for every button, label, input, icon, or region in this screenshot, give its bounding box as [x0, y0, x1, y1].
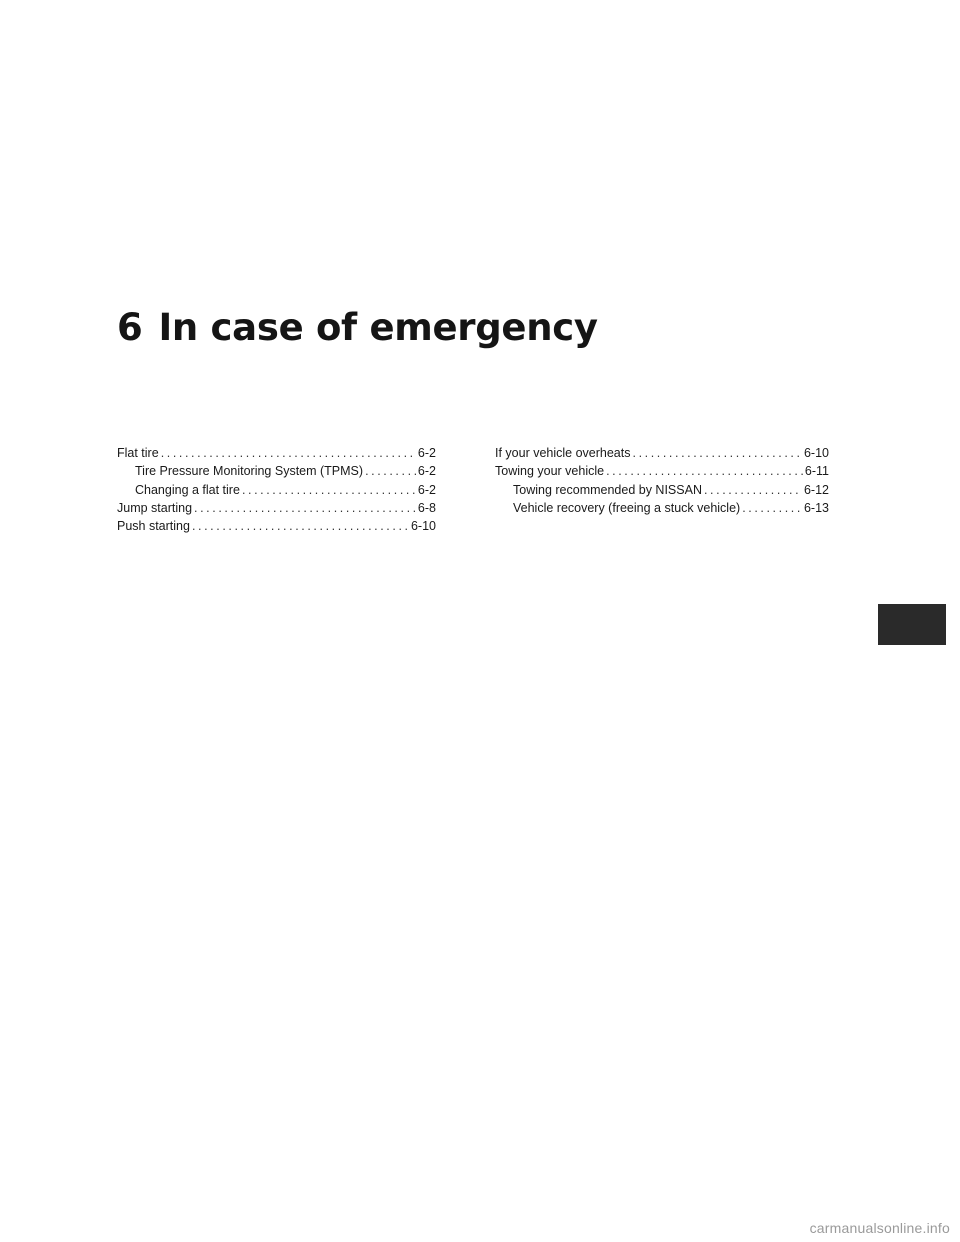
toc-leader-dots — [242, 481, 416, 499]
toc-entry-page: 6-12 — [803, 482, 829, 497]
toc-entry-jump-starting[interactable] — [117, 499, 436, 517]
toc-entry-tpms[interactable] — [117, 462, 436, 480]
toc-entry-label: Flat tire — [117, 446, 159, 460]
toc-entry-label: Vehicle recovery (freeing a stuck vehicle) — [513, 500, 741, 515]
toc-entry-page: 6-10 — [410, 519, 436, 534]
toc-entry-vehicle-overheats[interactable] — [495, 444, 829, 462]
toc-entry-towing-recommended[interactable] — [495, 481, 829, 499]
toc-entry-label: Jump starting — [117, 500, 193, 515]
toc-left-column — [117, 444, 436, 535]
toc-right-column — [495, 444, 829, 517]
toc-leader-dots — [194, 499, 416, 517]
toc-entry-label: Towing recommended by NISSAN — [513, 482, 702, 497]
toc-leader-dots — [161, 444, 416, 462]
toc-entry-label: Tire Pressure Monitoring System (TPMS) — [135, 464, 364, 479]
toc-entry-label: Push starting — [117, 519, 190, 534]
toc-entry-page: 6-13 — [803, 500, 829, 515]
toc-leader-dots — [192, 517, 409, 535]
toc-entry-page: 6-2 — [417, 482, 436, 497]
chapter-tab-marker — [878, 604, 946, 645]
toc-entry-page: 6-8 — [417, 500, 436, 515]
toc-entry-page: 6-2 — [417, 464, 436, 479]
chapter-title — [117, 306, 598, 349]
toc-entry-label: Towing your vehicle — [495, 464, 605, 479]
toc-leader-dots — [704, 481, 802, 499]
toc-entry-push-starting[interactable] — [117, 517, 436, 535]
toc-entry-flat-tire[interactable] — [117, 444, 436, 462]
toc-leader-dots — [365, 462, 416, 480]
toc-entry-vehicle-recovery[interactable] — [495, 499, 829, 517]
chapter-title-text: In case of emergency — [158, 306, 598, 349]
toc-entry-label: Changing a flat tire — [135, 482, 240, 497]
toc-leader-dots — [606, 462, 803, 480]
chapter-number: 6 — [117, 306, 143, 349]
toc-entry-page: 6-10 — [803, 446, 829, 460]
toc-entry-page: 6-2 — [417, 446, 436, 460]
toc-entry-label: If your vehicle overheats — [495, 446, 631, 460]
toc-entry-towing-vehicle[interactable] — [495, 462, 829, 480]
toc-leader-dots — [742, 499, 802, 517]
toc-entry-changing-flat-tire[interactable] — [117, 481, 436, 499]
toc-leader-dots — [633, 444, 802, 462]
toc-entry-page: 6-11 — [804, 464, 829, 479]
watermark: carmanualsonline.info — [809, 1220, 950, 1236]
